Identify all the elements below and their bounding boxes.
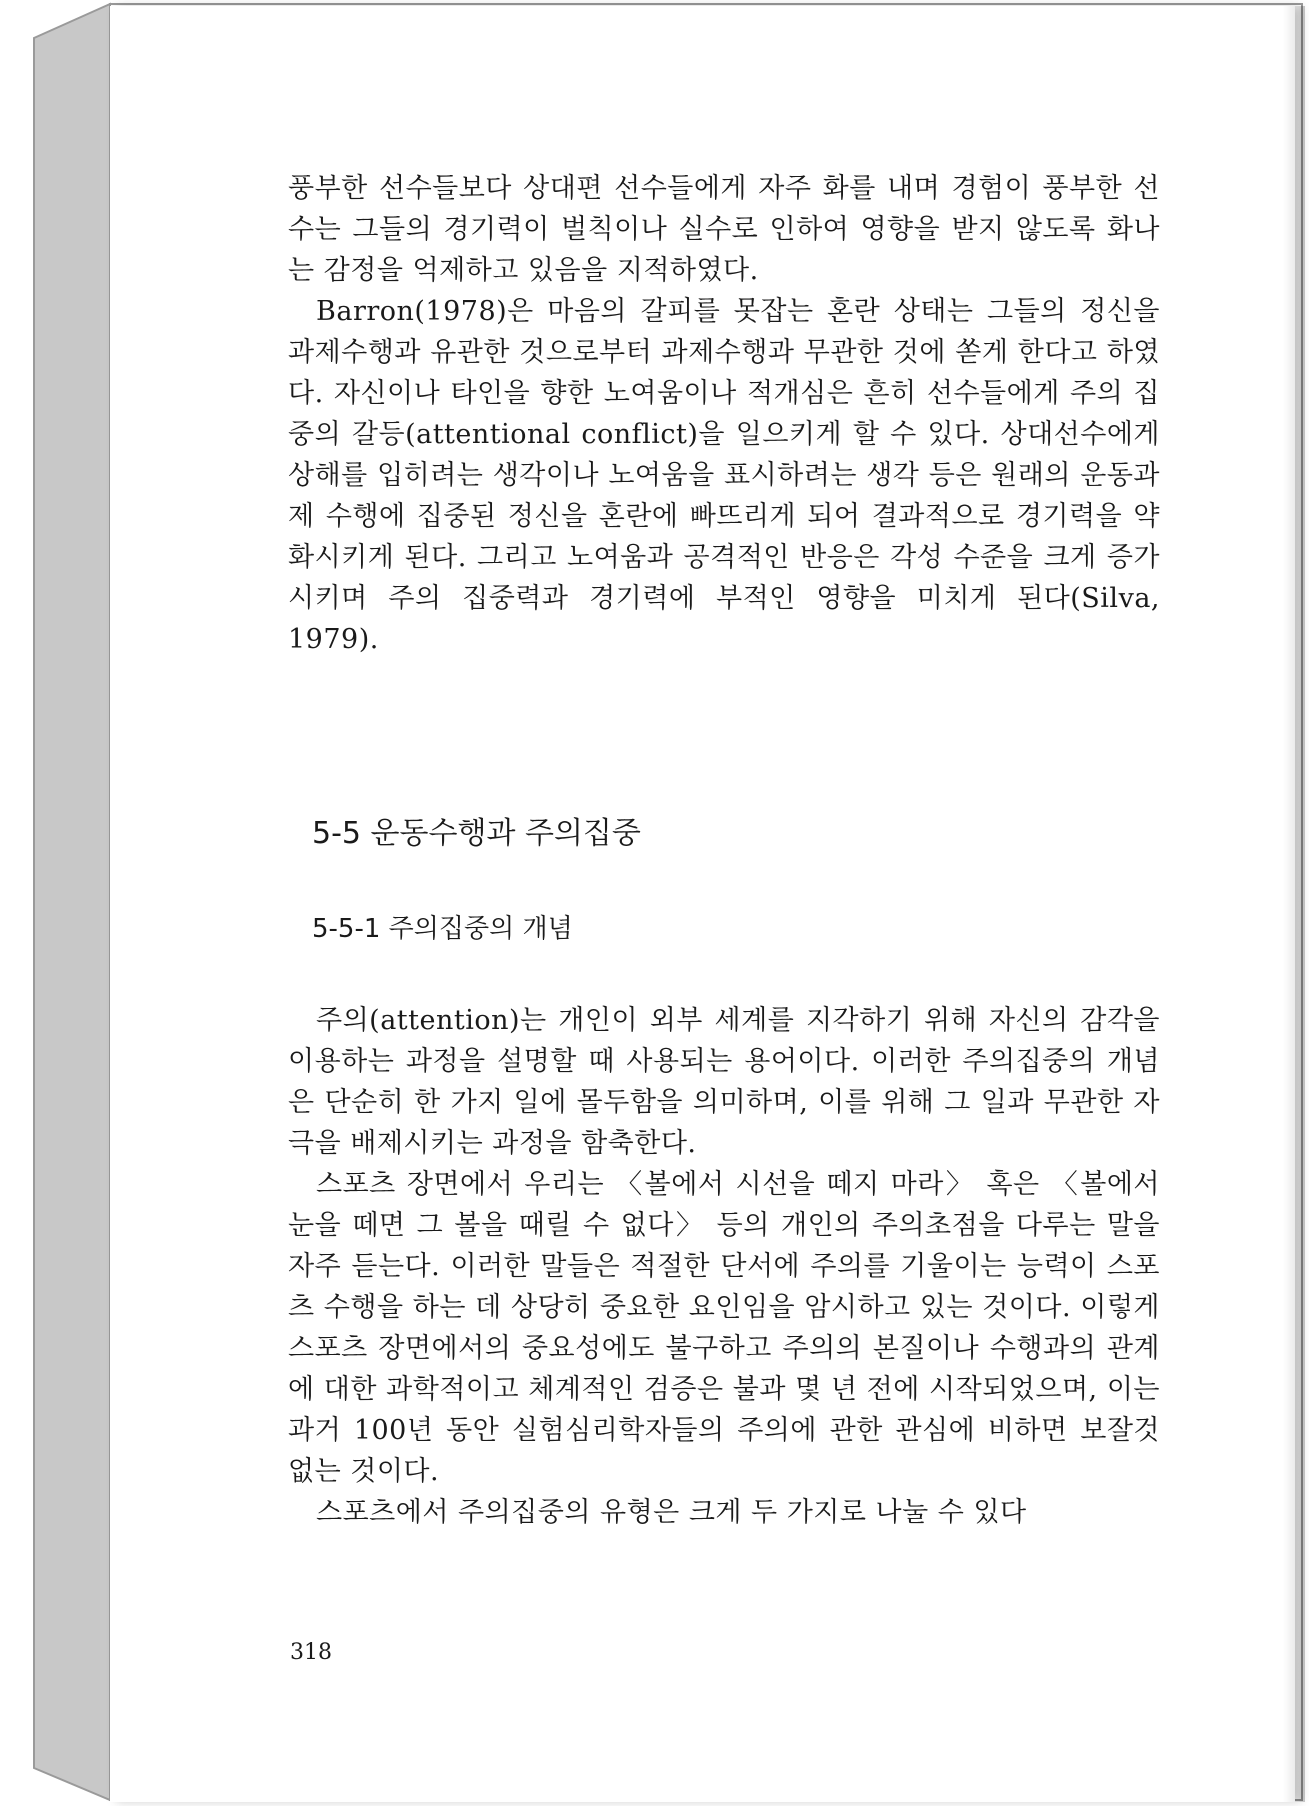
section-anger-attention [288, 168, 1160, 660]
page-number: 318 [290, 1640, 332, 1665]
paragraph-3: 주의(attention)는 개인이 외부 세계를 지각하기 위해 자신의 감각을 이용하는 과정을 설명할 때 사용되는 용어이다. 이러한 주의집중의 개념은 단순히 한 가지 일에 몰두함을 의미하며, 이를 위해 그 일과 무관한 자극을 배제시키는 과정을 함축한다. [288, 1005, 1160, 1159]
paragraph-4: 스포츠 장면에서 우리는 〈볼에서 시선을 떼지 마라〉 혹은 〈볼에서 눈을 떼면 그 볼을 때릴 수 없다〉 등의 개인의 주의초점을 다루는 말을 자주 듣는다. 이러한 말들은 적절한 단서에 주의를 기울이는 능력이 스포츠 수행을 하는 데 상당히 중요한 요인임을 암시하고 있는 것이다. 이렇게 스포츠 장면에서의 중요성에도 불구하고 주의의 본질이나 수행과의 관계에 대한 과학적이고 체계적인 검증은 불과 몇 년 전에 시작되었으며, 이는 과거 100년 동안 실험심리학자들의 주의에 관한 관심에 비하면 보잘것 없는 것이다. [288, 1169, 1160, 1487]
subsection-heading: 5-5-1 주의집중의 개념 [312, 914, 573, 944]
paragraph-2: Barron(1978)은 마음의 갈피를 못잡는 혼란 상태는 그들의 정신을 과제수행과 유관한 것으로부터 과제수행과 무관한 것에 쏟게 한다고 하였다. 자신이나 타인을 향한 노여움이나 적개심은 흔히 선수들에게 주의 집중의 갈등(attentional conflict)을 일으키게 할 수 있다. 상대선수에게 상해를 입히려는 생각이나 노여움을 표시하려는 생각 등은 원래의 운동과제 수행에 집중된 정신을 혼란에 빠뜨리게 되어 결과적으로 경기력을 약화시키게 된다. 그리고 노여움과 공격적인 반응은 각성 수준을 크게 증가시키며 주의 집중력과 경기력에 부적인 영향을 미치게 된다(Silva, 1979). [288, 296, 1160, 655]
paragraph-5: 스포츠에서 주의집중의 유형은 크게 두 가지로 나눌 수 있다 [316, 1497, 1027, 1528]
section-heading: 5-5 운동수행과 주의집중 [312, 816, 641, 851]
section-attention-concept [288, 1000, 1160, 1533]
page-edge-shadow [1283, 6, 1305, 1802]
paragraph-1: 풍부한 선수들보다 상대편 선수들에게 자주 화를 내며 경험이 풍부한 선수는 그들의 경기력이 벌칙이나 실수로 인하여 영향을 받지 않도록 화나는 감정을 억제하고 있음을 지적하였다. [288, 173, 1160, 286]
